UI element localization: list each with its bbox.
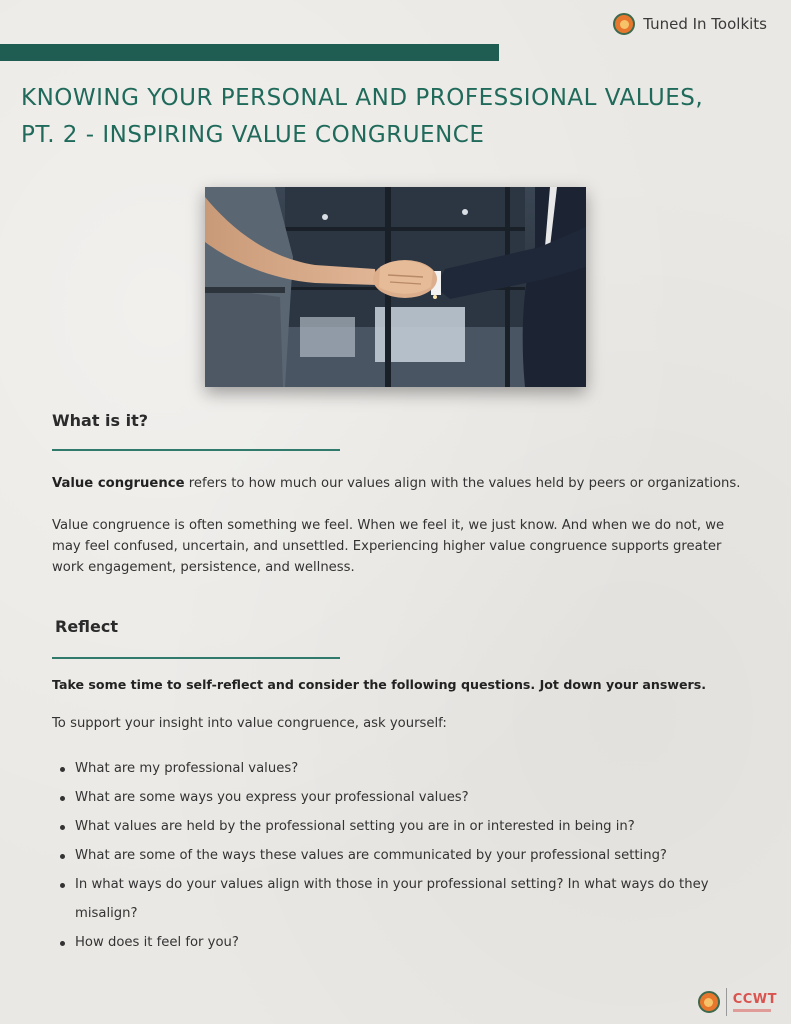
definition-term: Value congruence [52, 476, 185, 491]
ccwt-subline [733, 1009, 771, 1012]
handshake-photo [205, 187, 586, 387]
what-is-it-heading: What is it? [52, 411, 149, 430]
ccwt-logo [733, 993, 777, 1012]
list-item: What are some of the ways these values are communicated by your professional setting? [56, 841, 746, 870]
reflection-questions [56, 754, 746, 957]
list-item: In what ways do your values align with those in your professional setting? In what ways do they misalign? [56, 870, 746, 928]
tuned-in-logo-icon [613, 13, 635, 35]
brand-name: Tuned In Toolkits [643, 15, 767, 33]
ccwt-mark: CCWT [732, 991, 777, 1007]
definition-paragraph [52, 473, 742, 494]
tuned-in-logo-icon [698, 991, 720, 1013]
explanation-paragraph: Value congruence is often something we feel. When we feel it, we just know. And when we do not, we may feel confused, uncertain, and unsettled. Experiencing higher value congruence supports greater work engagement, persistence, and wellness. [52, 518, 725, 575]
reflect-instruction: Take some time to self-reflect and consider the following questions. Jot down your answers. [52, 677, 707, 692]
page-title-line-1: KNOWING YOUR PERSONAL AND PROFESSIONAL VALUES, [21, 85, 704, 111]
list-item: How does it feel for you? [56, 928, 746, 957]
page-title-line-2: PT. 2 - INSPIRING VALUE CONGRUENCE [21, 122, 485, 148]
heading-underline [52, 449, 340, 451]
reflect-intro: To support your insight into value congruence, ask yourself: [52, 716, 447, 731]
list-item: What values are held by the professional setting you are in or interested in being in? [56, 812, 746, 841]
list-item: What are my professional values? [56, 754, 746, 783]
accent-bar [0, 44, 499, 61]
footer-logos [698, 988, 777, 1016]
reflect-heading: Reflect [55, 617, 119, 636]
definition-text: refers to how much our values align with the values held by peers or organizations. [184, 476, 741, 491]
page-title [21, 80, 761, 154]
brand-header [613, 13, 767, 35]
heading-underline [52, 657, 340, 659]
list-item: What are some ways you express your professional values? [56, 783, 746, 812]
footer-divider [726, 988, 727, 1016]
